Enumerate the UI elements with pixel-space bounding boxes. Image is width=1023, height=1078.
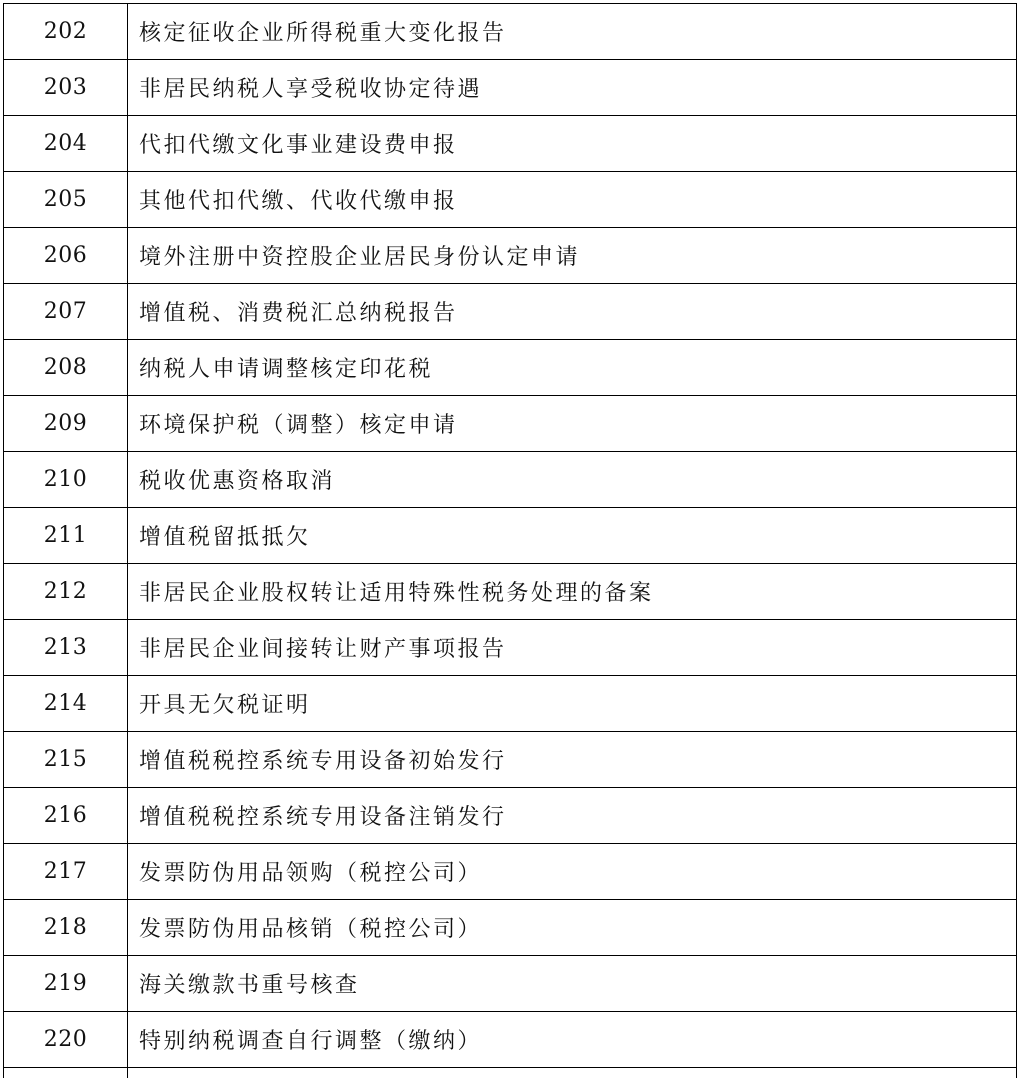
item-number: 218 [4, 900, 128, 956]
item-name: 环境保护税（调整）核定申请 [128, 396, 1017, 452]
table-row [4, 844, 1017, 900]
item-name: 纳税人申请调整核定印花税 [128, 340, 1017, 396]
table-row [4, 60, 1017, 116]
item-number: 212 [4, 564, 128, 620]
item-number: 207 [4, 284, 128, 340]
table-row [4, 508, 1017, 564]
item-number: 204 [4, 116, 128, 172]
item-number: 208 [4, 340, 128, 396]
item-number: 202 [4, 4, 128, 60]
table-row [4, 172, 1017, 228]
table-row [4, 564, 1017, 620]
item-number: 217 [4, 844, 128, 900]
item-name: 核定征收企业所得税重大变化报告 [128, 4, 1017, 60]
item-name: 税收优惠资格取消 [128, 452, 1017, 508]
item-number: 209 [4, 396, 128, 452]
table-row [4, 788, 1017, 844]
item-name: 增值税税控系统专用设备注销发行 [128, 788, 1017, 844]
table-row [4, 452, 1017, 508]
table-row [4, 340, 1017, 396]
item-number: 210 [4, 452, 128, 508]
item-number: 211 [4, 508, 128, 564]
item-name: 增值税、消费税汇总纳税报告 [128, 284, 1017, 340]
item-number: 216 [4, 788, 128, 844]
item-name: 非居民纳税人享受税收协定待遇 [128, 60, 1017, 116]
item-number: 205 [4, 172, 128, 228]
item-name: 增值税留抵抵欠 [128, 508, 1017, 564]
item-name: 特别纳税调查自行调整（缴纳） [128, 1012, 1017, 1068]
table-row [4, 620, 1017, 676]
item-number: 219 [4, 956, 128, 1012]
item-number: 203 [4, 60, 128, 116]
service-items-table [3, 3, 1017, 1078]
table-row [4, 116, 1017, 172]
table-row [4, 1012, 1017, 1068]
item-name: 代扣代缴文化事业建设费申报 [128, 116, 1017, 172]
table-row [4, 900, 1017, 956]
item-name: 境外注册中资控股企业居民身份认定申请 [128, 228, 1017, 284]
table-row [4, 956, 1017, 1012]
table-row [4, 396, 1017, 452]
table-row [4, 4, 1017, 60]
item-number: 214 [4, 676, 128, 732]
table-row [4, 284, 1017, 340]
table-row [4, 228, 1017, 284]
table-row [4, 676, 1017, 732]
item-number: 215 [4, 732, 128, 788]
item-number: 213 [4, 620, 128, 676]
item-name: 开具无欠税证明 [128, 676, 1017, 732]
item-name: 非居民企业间接转让财产事项报告 [128, 620, 1017, 676]
item-number: 206 [4, 228, 128, 284]
item-name: 其他代扣代缴、代收代缴申报 [128, 172, 1017, 228]
item-name: 发票防伪用品核销（税控公司） [128, 900, 1017, 956]
item-name: 发票防伪用品领购（税控公司） [128, 844, 1017, 900]
item-number: 220 [4, 1012, 128, 1068]
item-name: 非居民企业股权转让适用特殊性税务处理的备案 [128, 564, 1017, 620]
item-name: 增值税税控系统专用设备初始发行 [128, 732, 1017, 788]
item-name: 海关缴款书重号核查 [128, 956, 1017, 1012]
table-row [4, 732, 1017, 788]
